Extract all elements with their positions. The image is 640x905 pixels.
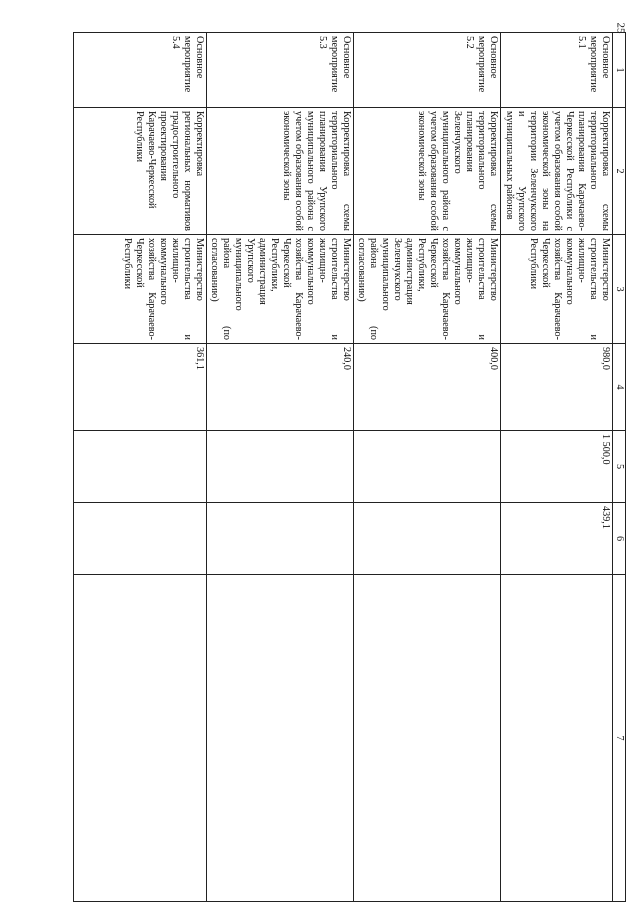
value-col-4: 400,0 [354,344,501,431]
value-col-4: 980,0 [501,344,613,431]
value-col-5 [207,431,354,503]
responsible-executor: Министерство строительства и жилищно-коммунального хозяйства Карачаево-Черкесской Республики [501,235,613,344]
page-number: 25 [614,22,627,34]
value-col-7 [354,575,501,902]
value-col-5 [354,431,501,503]
header-col-3: 3 [613,235,626,344]
measure-description: Корректировка региональных нормативов градостроительного проектирования Карачаево-Черкесской Республики [74,108,207,235]
measure-id: Основное мероприятие 5.1 [501,33,613,108]
header-col-6: 6 [613,503,626,575]
table-row [501,33,613,902]
measure-description: Корректировка схемы территориального планирования Урупского муниципального района с учетом образования особой экономической зоны [207,108,354,235]
table-row [74,33,207,902]
value-col-5 [74,431,207,503]
value-col-4: 240,0 [207,344,354,431]
value-col-5: 1 500,0 [501,431,613,503]
value-col-7 [207,575,354,902]
table-row [354,33,501,902]
table-header-row [613,33,626,902]
measure-id: Основное мероприятие 5.4 [74,33,207,108]
value-col-7 [501,575,613,902]
header-col-2: 2 [613,108,626,235]
header-col-1: 1 [613,33,626,108]
value-col-6 [207,503,354,575]
responsible-executor: Министерство строительства и жилищно-коммунального хозяйства Карачаево-Черкесской Республики, администрация Урупского муниципального района (по согласованию) [207,235,354,344]
value-col-7 [74,575,207,902]
measure-id: Основное мероприятие 5.3 [207,33,354,108]
responsible-executor: Министерство строительства и жилищно-коммунального хозяйства Карачаево-Черкесской Республики [74,235,207,344]
header-col-5: 5 [613,431,626,503]
rotated-table-container [70,32,626,898]
header-col-7: 7 [613,575,626,902]
header-col-4: 4 [613,344,626,431]
measure-description: Корректировка схемы территориального планирования Карачаево-Черкесской Республики с учетом образования особой экономической зоны на территории Зеленчукского и Урупского муниципальных районов [501,108,613,235]
value-col-6: 439,1 [501,503,613,575]
measures-table [73,32,626,902]
measure-description: Корректировка схемы территориального планирования Зеленчукского муниципального района с учетом образования особой экономической зоны [354,108,501,235]
measure-id: Основное мероприятие 5.2 [354,33,501,108]
value-col-6 [74,503,207,575]
value-col-4: 361,1 [74,344,207,431]
responsible-executor: Министерство строительства и жилищно-коммунального хозяйства Карачаево-Черкесской Республики, администрация Зеленчукского муниципального района (по согласованию) [354,235,501,344]
value-col-6 [354,503,501,575]
table-row [207,33,354,902]
